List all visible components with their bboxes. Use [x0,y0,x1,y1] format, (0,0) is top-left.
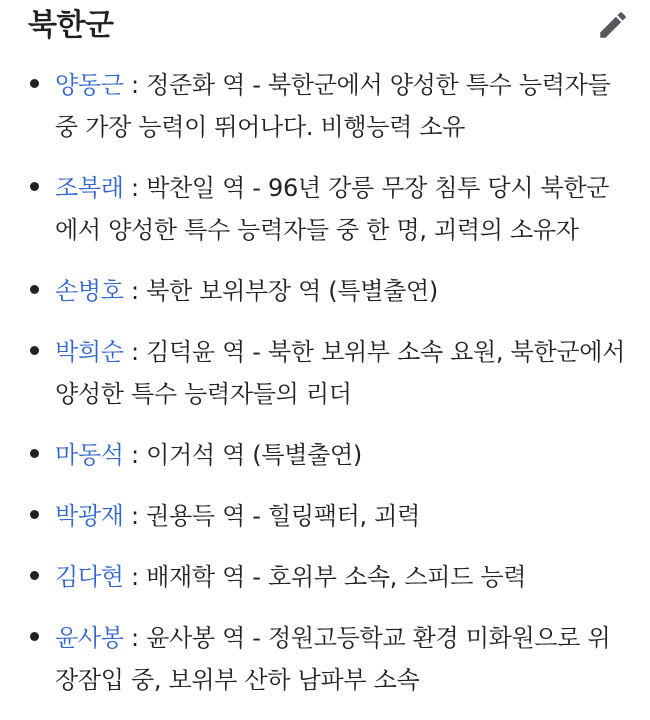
bullet [30,449,39,458]
separator: : [123,441,147,469]
separator: : [123,624,147,652]
role-description: 배재학 역 - 호위부 소속, 스피드 능력 [146,563,527,591]
separator: : [123,338,147,366]
role-description: 김덕윤 역 - 북한 보위부 소속 요원, 북한군에서 양성한 특수 능력자들의 리더 [55,338,626,408]
list-item [0,556,650,598]
role-description: 북한 보위부장 역 (특별출연) [146,277,438,305]
separator: : [123,563,147,591]
actor-link[interactable]: 김다현 [55,563,124,591]
list-item [0,495,650,537]
bullet [30,510,39,519]
list-item [0,64,650,148]
bullet [30,632,39,641]
actor-link[interactable]: 윤사봉 [55,624,124,652]
separator: : [123,174,147,202]
actor-link[interactable]: 조복래 [55,174,124,202]
bullet [30,571,39,580]
section-header [28,4,628,48]
actor-link[interactable]: 마동석 [55,441,124,469]
cast-list [0,64,650,720]
role-description: 윤사봉 역 - 정원고등학교 환경 미화원으로 위장잠입 중, 보위부 산하 남파부 소속 [55,624,611,694]
separator: : [123,277,147,305]
bullet [30,79,39,88]
actor-link[interactable]: 손병호 [55,277,124,305]
actor-link[interactable]: 양동근 [55,71,124,99]
role-description: 권용득 역 - 힐링팩터, 괴력 [146,502,420,530]
list-item [0,434,650,476]
bullet [30,285,39,294]
pencil-icon[interactable] [596,8,630,42]
separator: : [123,502,147,530]
role-description: 정준화 역 - 북한군에서 양성한 특수 능력자들 중 가장 능력이 뛰어나다. 비행능력 소유 [55,71,611,141]
role-description: 박찬일 역 - 96년 강릉 무장 침투 당시 북한군에서 양성한 특수 능력자들 중 한 명, 괴력의 소유자 [55,174,610,244]
role-description: 이거석 역 (특별출연) [146,441,362,469]
bullet [30,182,39,191]
actor-link[interactable]: 박광재 [55,502,124,530]
list-item [0,167,650,251]
actor-link[interactable]: 박희순 [55,338,124,366]
section-title: 북한군 [28,8,114,43]
list-item [0,617,650,701]
bullet [30,346,39,355]
list-item [0,331,650,415]
list-item [0,270,650,312]
separator: : [123,71,147,99]
